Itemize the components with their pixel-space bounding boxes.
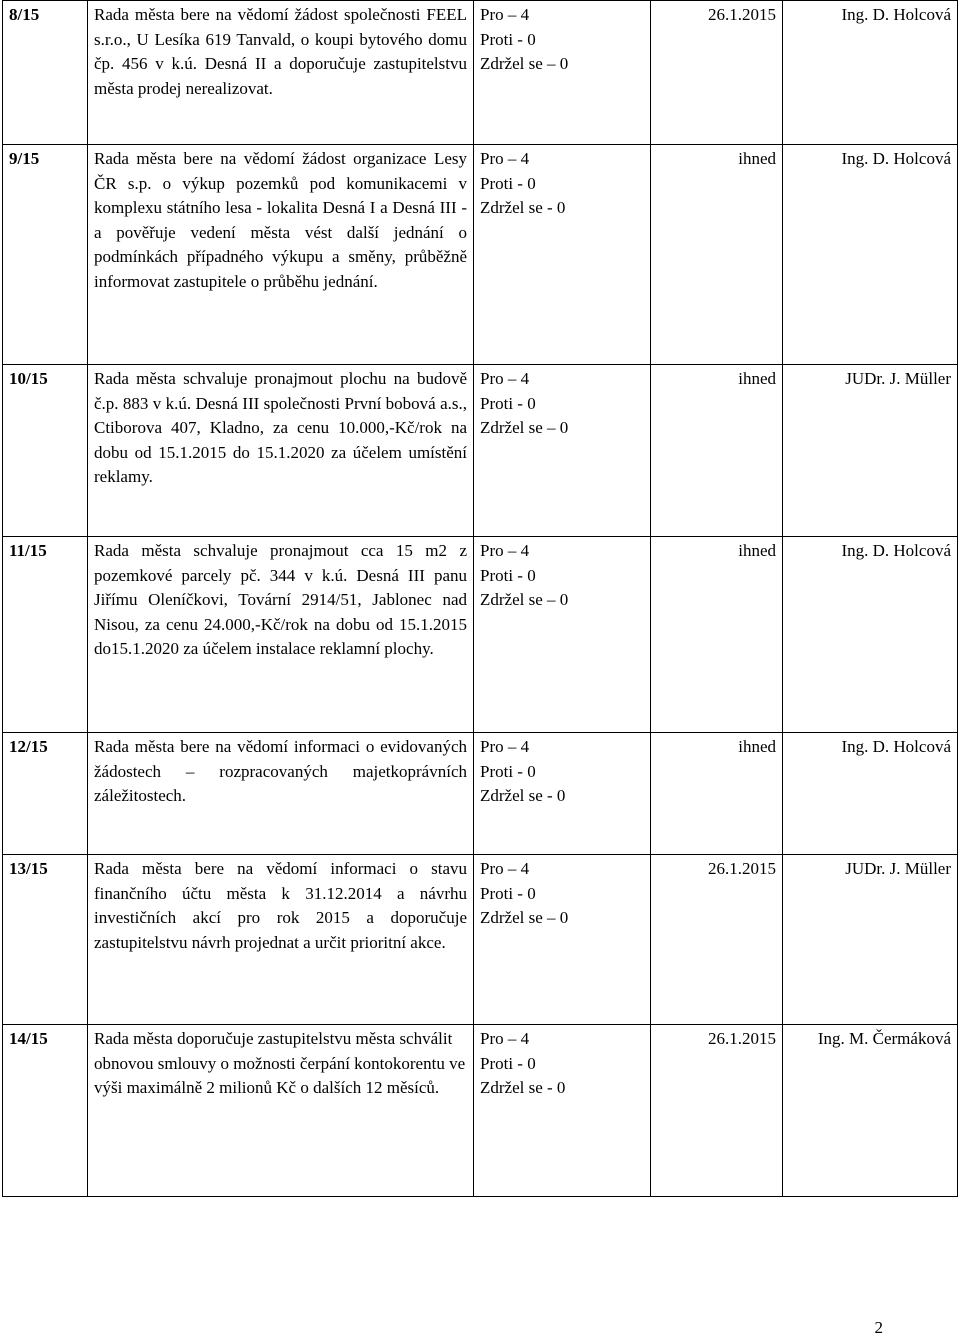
- vote-for: Pro – 4: [480, 737, 530, 756]
- vote-for: Pro – 4: [480, 149, 530, 168]
- responsible-person: Ing. D. Holcová: [783, 733, 958, 855]
- vote-abstain: Zdržel se – 0: [480, 418, 569, 437]
- deadline: ihned: [651, 733, 783, 855]
- deadline: 26.1.2015: [651, 1, 783, 145]
- vote-abstain: Zdržel se – 0: [480, 908, 569, 927]
- table-row: [3, 1, 958, 145]
- responsible-person: Ing. D. Holcová: [783, 1, 958, 145]
- vote-result: [474, 1025, 651, 1197]
- vote-against: Proti - 0: [480, 565, 536, 585]
- responsible-person: Ing. D. Holcová: [783, 537, 958, 733]
- vote-for: Pro – 4: [480, 5, 530, 24]
- responsible-person: JUDr. J. Müller: [783, 365, 958, 537]
- deadline: 26.1.2015: [651, 855, 783, 1025]
- table-row: [3, 365, 958, 537]
- deadline: 26.1.2015: [651, 1025, 783, 1197]
- responsible-person: Ing. D. Holcová: [783, 145, 958, 365]
- resolution-number: 11/15: [3, 537, 88, 733]
- resolution-text: Rada města bere na vědomí informaci o evidovaných žádostech – rozpracovaných majetkoprávních záležitostech.: [88, 733, 474, 855]
- resolutions-table: [2, 0, 958, 1197]
- vote-abstain: Zdržel se - 0: [480, 198, 566, 217]
- resolution-number: 9/15: [3, 145, 88, 365]
- vote-result: [474, 145, 651, 365]
- responsible-person: Ing. M. Čermáková: [783, 1025, 958, 1197]
- vote-abstain: Zdržel se - 0: [480, 786, 566, 805]
- vote-abstain: Zdržel se – 0: [480, 54, 569, 73]
- vote-against: Proti - 0: [480, 29, 536, 49]
- vote-against: Proti - 0: [480, 761, 536, 781]
- resolution-number: 13/15: [3, 855, 88, 1025]
- table-row: [3, 145, 958, 365]
- table-row: [3, 733, 958, 855]
- table-row: [3, 1025, 958, 1197]
- resolution-number: 12/15: [3, 733, 88, 855]
- vote-for: Pro – 4: [480, 369, 530, 388]
- vote-for: Pro – 4: [480, 1029, 530, 1048]
- vote-result: [474, 365, 651, 537]
- resolution-text: Rada města bere na vědomí žádost organizace Lesy ČR s.p. o výkup pozemků pod komunikacemi v komplexu státního lesa - lokalita Desná I a Desná III - a pověřuje vedení města vést další jednání o podmínkách případného výkupu a směny, průběžně informovat zastupitele o průběhu jednání.: [88, 145, 474, 365]
- vote-for: Pro – 4: [480, 541, 530, 560]
- responsible-person: JUDr. J. Müller: [783, 855, 958, 1025]
- resolution-text: Rada města doporučuje zastupitelstvu města schválit obnovou smlouvy o možnosti čerpání kontokorentu ve výši maximálně 2 milionů Kč o dalších 12 měsíců.: [88, 1025, 474, 1197]
- vote-result: [474, 733, 651, 855]
- resolution-text: Rada města bere na vědomí informaci o stavu finančního účtu města k 31.12.2014 a návrhu investičních akcí pro rok 2015 a doporučuje zastupitelstvu návrh projednat a určit prioritní akce.: [88, 855, 474, 1025]
- deadline: ihned: [651, 537, 783, 733]
- resolution-text: Rada města schvaluje pronajmout cca 15 m2 z pozemkové parcely pč. 344 v k.ú. Desná III panu Jiřímu Oleníčkovi, Tovární 2914/51, Jablonec nad Nisou, za cenu 24.000,-Kč/rok na dobu od 15.1.2015 do15.1.2020 za účelem instalace reklamní plochy.: [88, 537, 474, 733]
- deadline: ihned: [651, 145, 783, 365]
- vote-for: Pro – 4: [480, 859, 530, 878]
- resolution-text: Rada města schvaluje pronajmout plochu na budově č.p. 883 v k.ú. Desná III společnosti První bobová a.s., Ctiborova 407, Kladno, za cenu 10.000,-Kč/rok na dobu od 15.1.2015 do 15.1.2020 za účelem umístění reklamy.: [88, 365, 474, 537]
- vote-result: [474, 537, 651, 733]
- vote-abstain: Zdržel se – 0: [480, 590, 569, 609]
- resolution-number: 8/15: [3, 1, 88, 145]
- resolution-number: 14/15: [3, 1025, 88, 1197]
- table-row: [3, 855, 958, 1025]
- deadline: ihned: [651, 365, 783, 537]
- vote-against: Proti - 0: [480, 393, 536, 413]
- vote-result: [474, 1, 651, 145]
- resolution-text: Rada města bere na vědomí žádost společnosti FEEL s.r.o., U Lesíka 619 Tanvald, o koupi bytového domu čp. 456 v k.ú. Desná II a doporučuje zastupitelstvu města prodej nerealizovat.: [88, 1, 474, 145]
- resolution-number: 10/15: [3, 365, 88, 537]
- vote-abstain: Zdržel se - 0: [480, 1078, 566, 1097]
- page-number: 2: [874, 1318, 883, 1337]
- vote-against: Proti - 0: [480, 173, 536, 193]
- table-row: [3, 537, 958, 733]
- vote-against: Proti - 0: [480, 883, 536, 903]
- vote-against: Proti - 0: [480, 1053, 536, 1073]
- vote-result: [474, 855, 651, 1025]
